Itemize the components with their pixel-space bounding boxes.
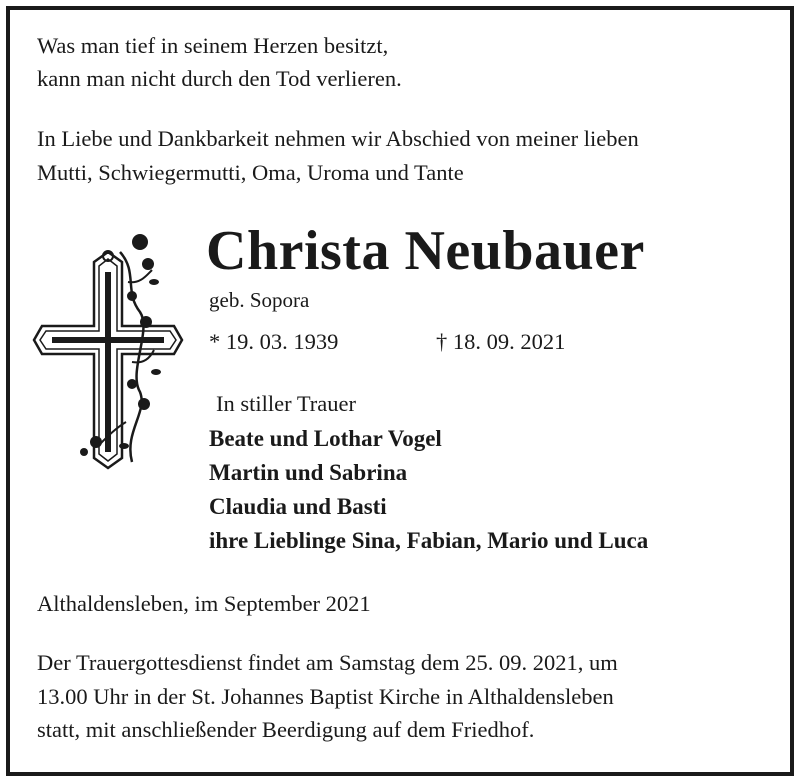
- verse-line-2: kann man nicht durch den Tod verlieren.: [37, 66, 402, 91]
- mourner-line: Claudia und Basti: [209, 494, 387, 519]
- service-line-1: Der Trauergottesdienst findet am Samstag dem 25. 09. 2021, um: [37, 650, 618, 675]
- verse-line-1: Was man tief in seinem Herzen besitzt,: [37, 33, 389, 58]
- birth-date: * 19. 03. 1939: [209, 329, 339, 354]
- deceased-name: Christa Neubauer: [206, 220, 645, 282]
- mourner-line: Martin und Sabrina: [209, 460, 408, 485]
- mourner-line: ihre Lieblinge Sina, Fabian, Mario und Luca: [209, 528, 649, 553]
- mourner-line: Beate und Lothar Vogel: [209, 426, 442, 451]
- service-line-3: statt, mit anschließender Beerdigung auf dem Friedhof.: [37, 717, 535, 742]
- service-line-2: 13.00 Uhr in der St. Johannes Baptist Kirche in Althaldensleben: [37, 684, 614, 709]
- mourners-heading: In stiller Trauer: [216, 391, 356, 416]
- intro-line-1: In Liebe und Dankbarkeit nehmen wir Abschied von meiner lieben: [37, 126, 639, 151]
- place-and-date: Althaldensleben, im September 2021: [37, 591, 371, 616]
- maiden-name: geb. Sopora: [209, 288, 310, 312]
- intro-line-2: Mutti, Schwiegermutti, Oma, Uroma und Tante: [37, 160, 464, 185]
- cross-with-roses-icon: [28, 222, 188, 476]
- death-date: † 18. 09. 2021: [436, 329, 566, 354]
